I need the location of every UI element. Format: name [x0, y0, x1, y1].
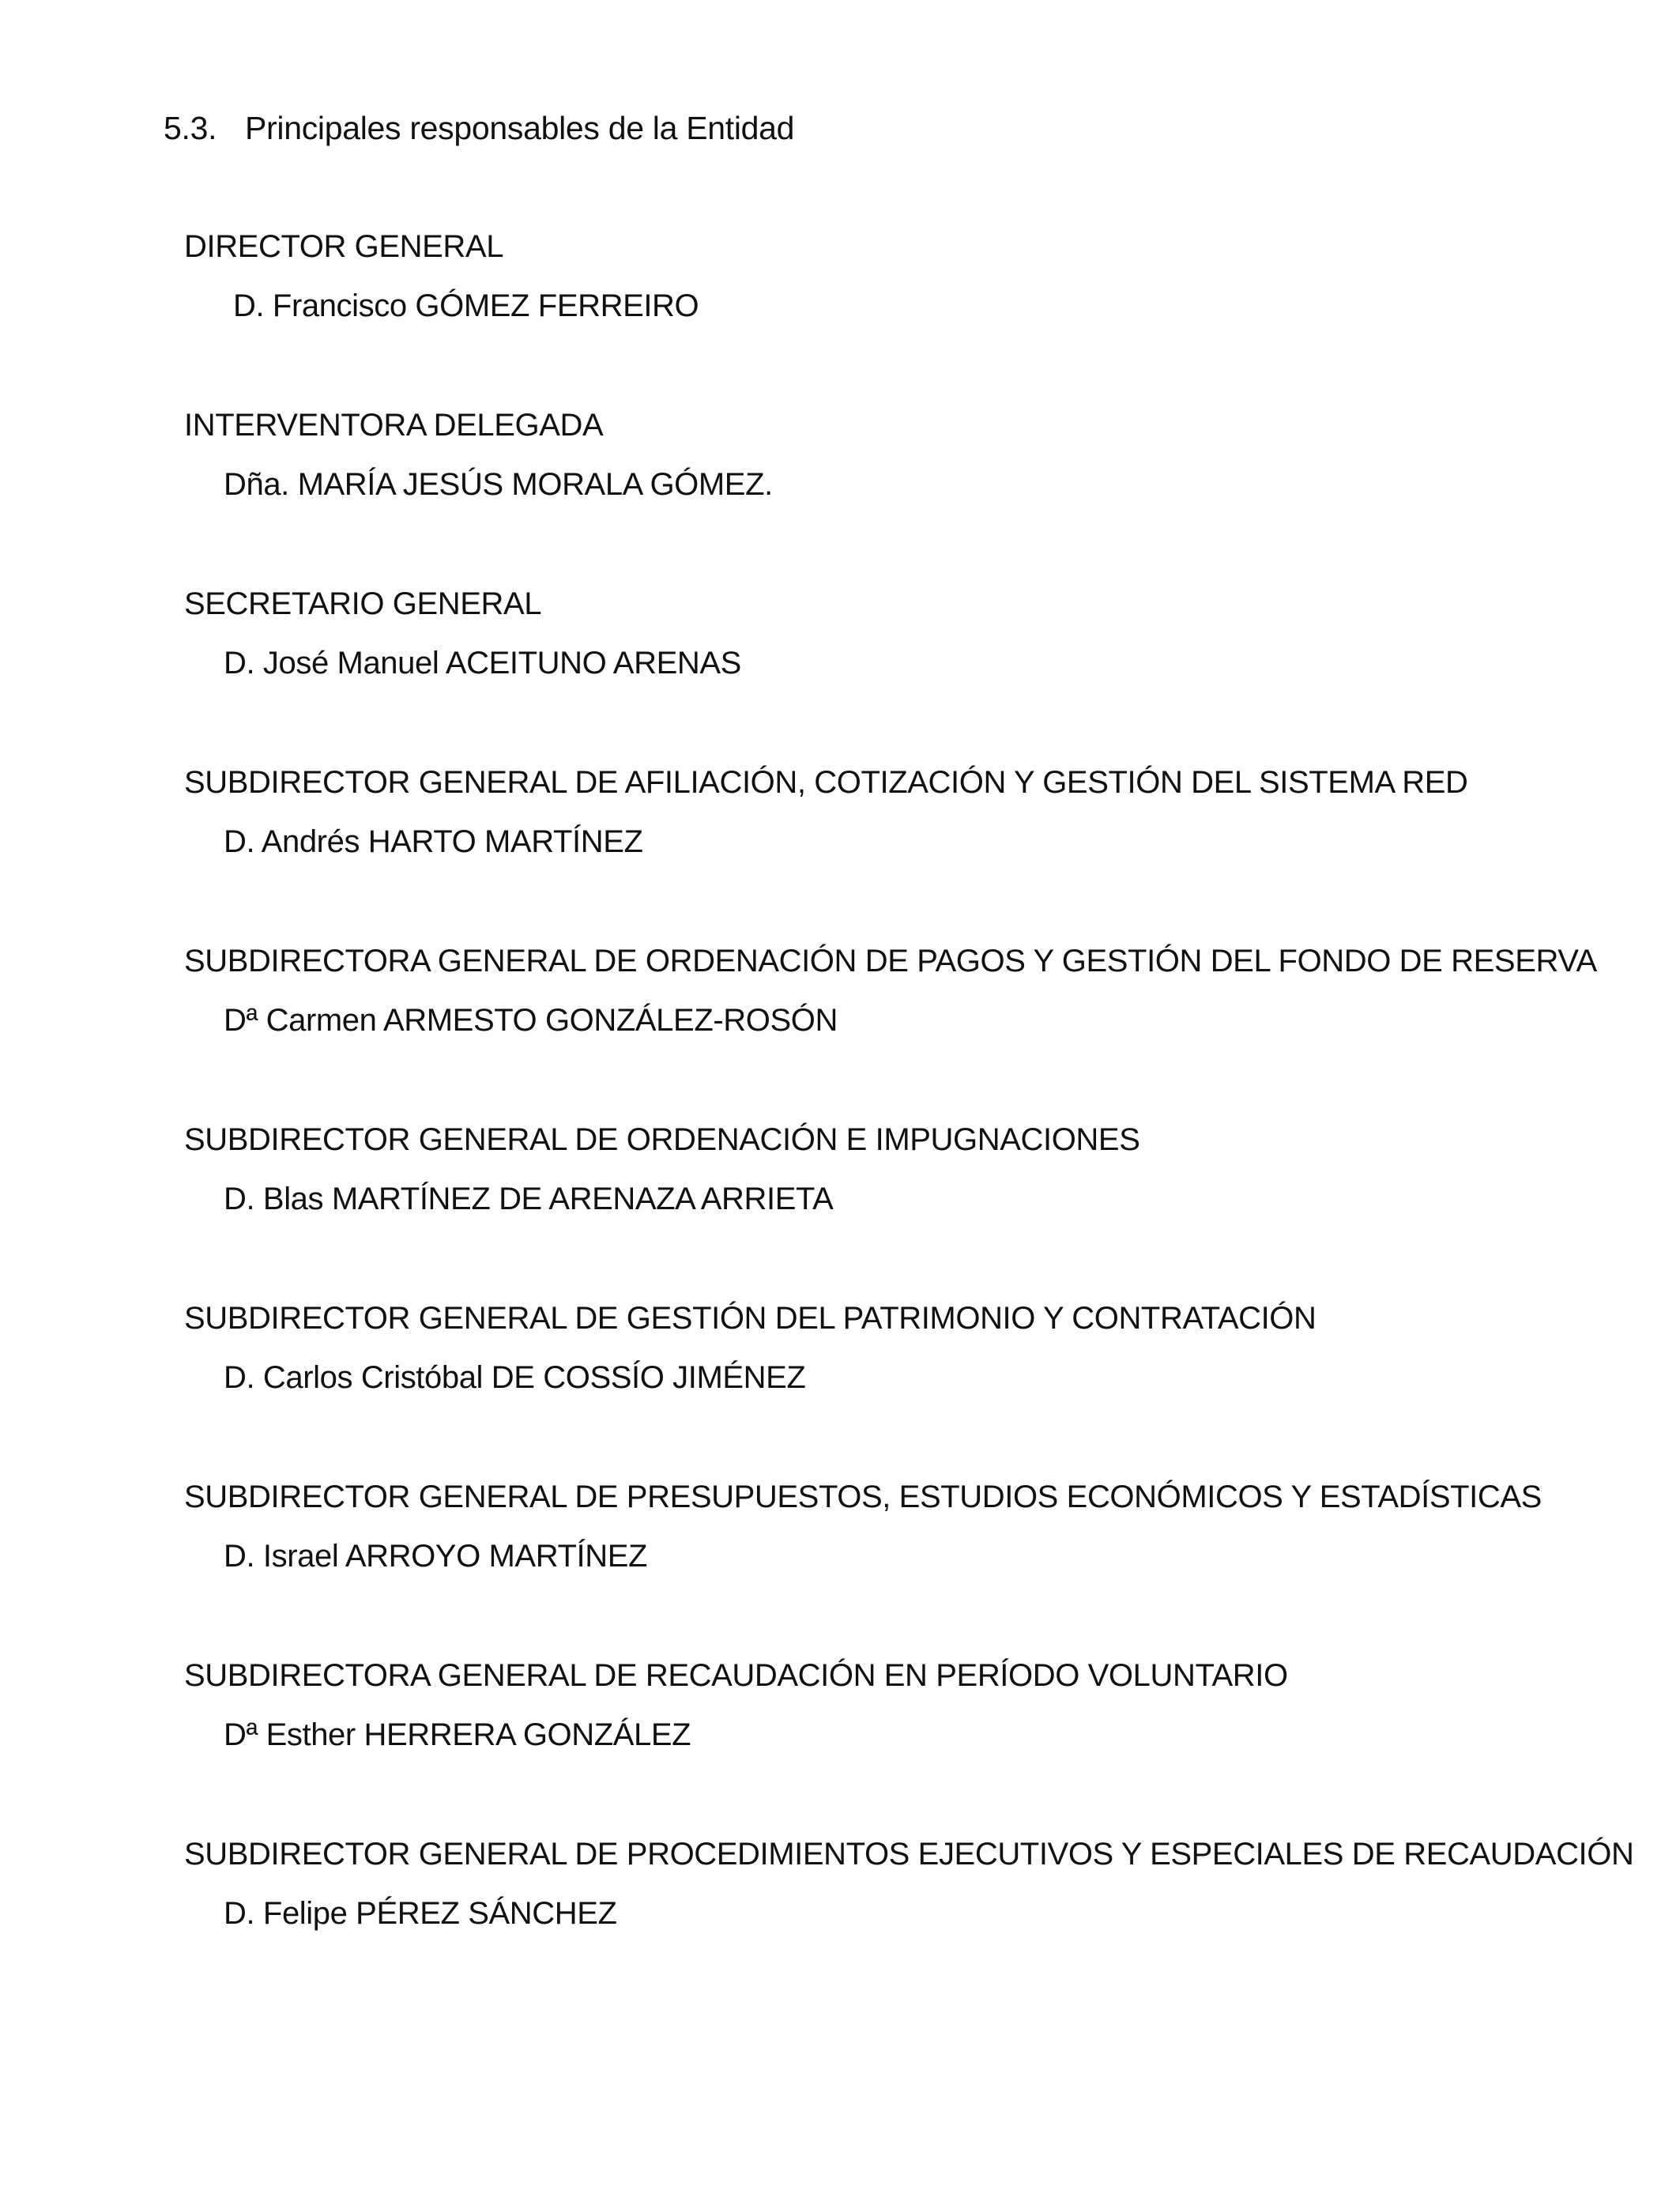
- position-title: SUBDIRECTORA GENERAL DE ORDENACIÓN DE PAGOS Y GESTIÓN DEL FONDO DE RESERVA: [184, 944, 1597, 978]
- section-heading: [164, 107, 794, 149]
- position-title: SUBDIRECTOR GENERAL DE ORDENACIÓN E IMPUGNACIONES: [184, 1122, 1140, 1157]
- position-title: INTERVENTORA DELEGADA: [184, 408, 604, 443]
- position-title: SUBDIRECTOR GENERAL DE PRESUPUESTOS, ESTUDIOS ECONÓMICOS Y ESTADÍSTICAS: [184, 1480, 1542, 1514]
- officer-name: Dña. MARÍA JESÚS MORALA GÓMEZ.: [224, 467, 773, 502]
- section-number: 5.3.: [164, 110, 217, 146]
- officer-name: Dª Carmen ARMESTO GONZÁLEZ-ROSÓN: [224, 1003, 838, 1038]
- officer-name: D. Carlos Cristóbal DE COSSÍO JIMÉNEZ: [224, 1360, 806, 1395]
- officer-name: D. Andrés HARTO MARTÍNEZ: [224, 824, 643, 859]
- officer-name: Dª Esther HERRERA GONZÁLEZ: [224, 1717, 691, 1752]
- position-title: SUBDIRECTOR GENERAL DE PROCEDIMIENTOS EJECUTIVOS Y ESPECIALES DE RECAUDACIÓN: [184, 1837, 1634, 1872]
- officer-name: D. Blas MARTÍNEZ DE ARENAZA ARRIETA: [224, 1182, 834, 1216]
- position-title: SUBDIRECTOR GENERAL DE AFILIACIÓN, COTIZACIÓN Y GESTIÓN DEL SISTEMA RED: [184, 765, 1468, 800]
- position-title: SUBDIRECTOR GENERAL DE GESTIÓN DEL PATRIMONIO Y CONTRATACIÓN: [184, 1301, 1317, 1336]
- officer-name: D. Israel ARROYO MARTÍNEZ: [224, 1539, 648, 1574]
- officer-name: D. José Manuel ACEITUNO ARENAS: [224, 646, 741, 680]
- officer-name: D. Felipe PÉREZ SÁNCHEZ: [224, 1896, 617, 1931]
- position-title: DIRECTOR GENERAL: [184, 229, 504, 264]
- section-title: Principales responsables de la Entidad: [245, 110, 795, 146]
- position-title: SECRETARIO GENERAL: [184, 586, 542, 621]
- position-title: SUBDIRECTORA GENERAL DE RECAUDACIÓN EN PERÍODO VOLUNTARIO: [184, 1658, 1288, 1693]
- officer-name: D. Francisco GÓMEZ FERREIRO: [233, 288, 699, 323]
